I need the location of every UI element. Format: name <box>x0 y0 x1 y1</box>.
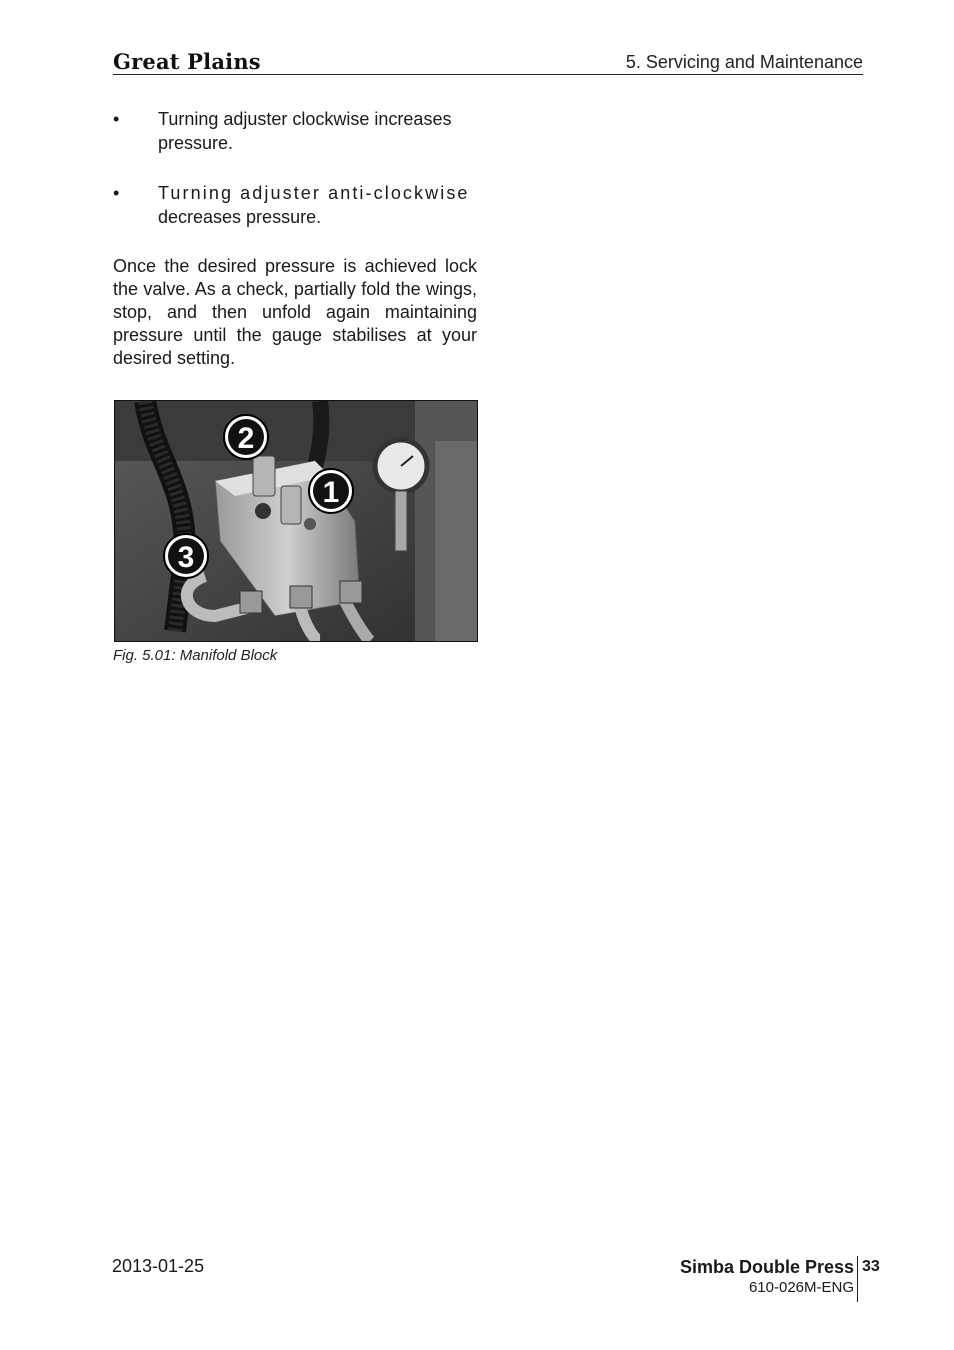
footer-document-title: Simba Double Press <box>679 1257 854 1277</box>
callout-1-label: 1 <box>322 476 340 509</box>
manifold-block-photo <box>114 400 478 642</box>
callout-3 <box>164 534 208 578</box>
footer-date: 2013-01-25 <box>112 1256 205 1276</box>
bullet-text-continued: decreases pressure. <box>158 207 322 227</box>
footer-divider <box>857 1256 858 1302</box>
section-title: 5. Servicing and Maintenance <box>625 52 863 72</box>
bullet-item <box>113 107 477 155</box>
body-paragraph: Once the desired pressure is achieved lock the valve. As a check, partially fold the wings, stop, and then unfold again maintaining pressure until the gauge stabilises at your desired setting. <box>113 256 477 368</box>
bullet-text: Turning adjuster clockwise increases <box>158 109 452 129</box>
figure-caption: Fig. 5.01: Manifold Block <box>113 647 278 664</box>
page-number: 33 <box>862 1258 880 1275</box>
bullet-marker: • <box>113 183 120 203</box>
callout-3-label: 3 <box>177 541 195 574</box>
manifold-photo-drawing <box>115 401 477 641</box>
footer-document-code: 610-026M-ENG <box>748 1279 854 1296</box>
callout-2 <box>224 415 268 459</box>
callout-1 <box>309 469 353 513</box>
bullet-marker: • <box>113 109 120 129</box>
brand-logo: Great Plains <box>113 49 261 74</box>
callout-2-label: 2 <box>237 422 255 455</box>
header-rule <box>113 74 863 75</box>
bullet-text: Turning adjuster anti-clockwise <box>158 183 470 203</box>
bullet-item <box>113 181 477 229</box>
bullet-text-continued: pressure. <box>158 133 234 153</box>
